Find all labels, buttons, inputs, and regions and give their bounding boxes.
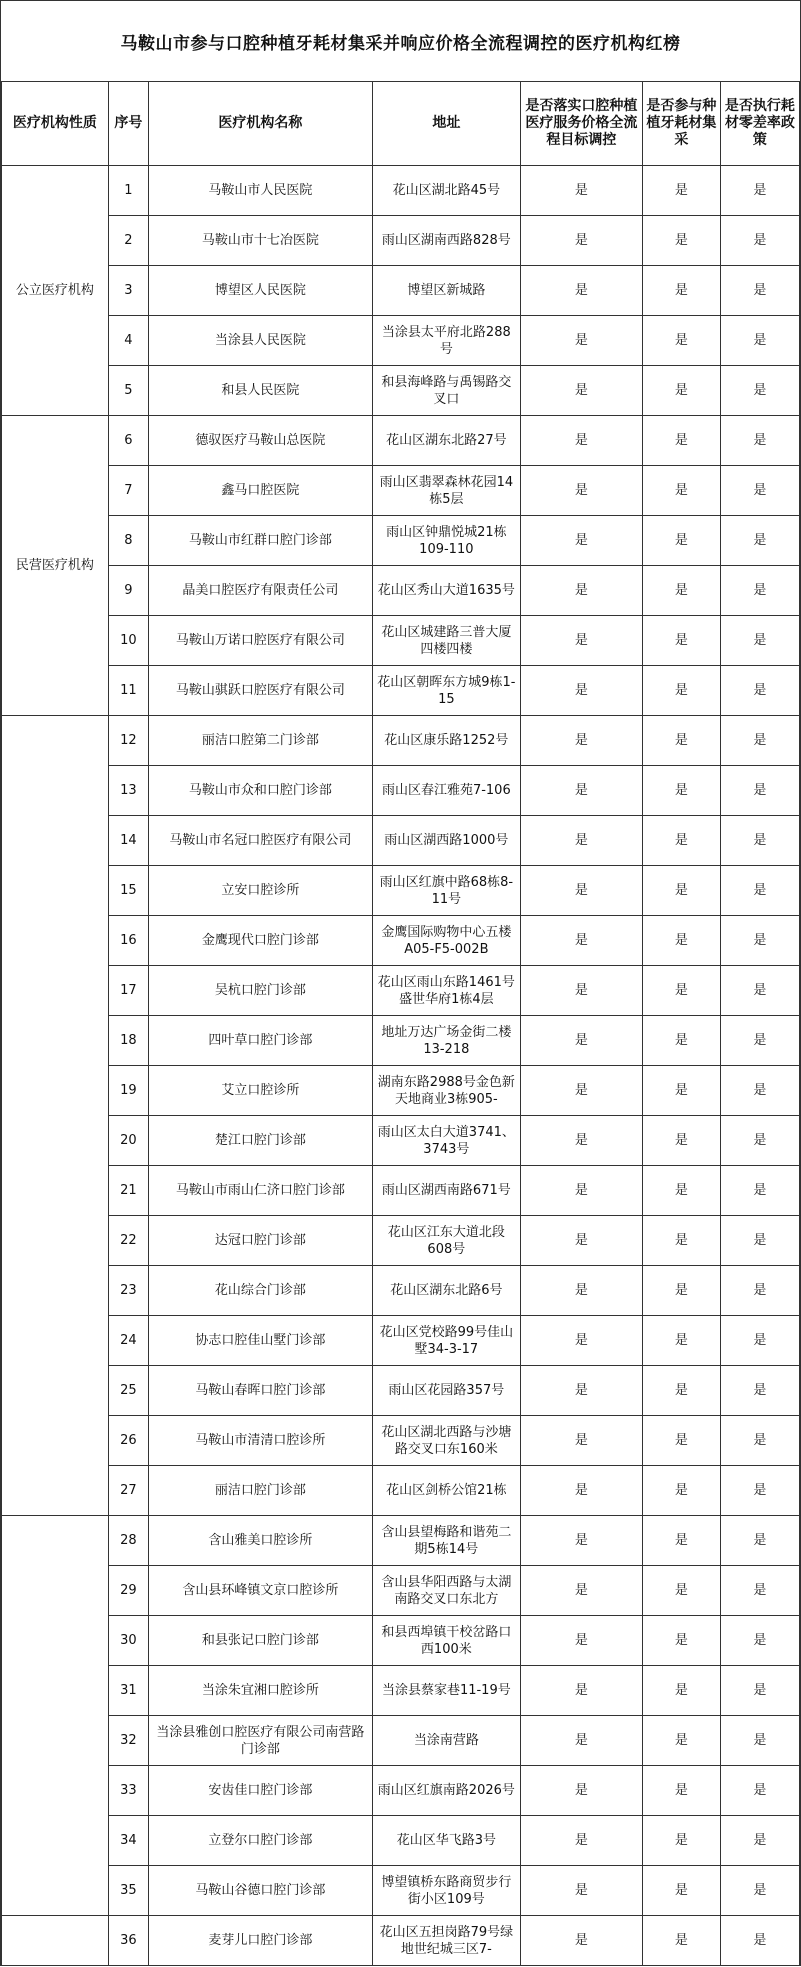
cell-address: 雨山区湖西南路671号 [372,1166,520,1216]
cell-address: 含山县华阳西路与太湖南路交叉口东北方 [372,1566,520,1616]
cell-address: 雨山区花园路357号 [372,1366,520,1416]
cell-address: 和县海峰路与禹锡路交叉口 [372,366,520,416]
cell-procurement: 是 [642,1516,720,1566]
cell-procurement: 是 [642,1116,720,1166]
cell-price-control: 是 [520,1516,642,1566]
cell-name: 花山综合门诊部 [149,1266,373,1316]
cell-zero-markup: 是 [720,1416,799,1466]
cell-price-control: 是 [520,1666,642,1716]
cell-address: 花山区华飞路3号 [372,1816,520,1866]
cell-no: 3 [108,266,148,316]
cell-price-control: 是 [520,216,642,266]
table-row [2,966,800,1016]
table-row [2,216,800,266]
table-row [2,1416,800,1466]
cell-address: 湖南东路2988号金色新天地商业3栋905- [372,1066,520,1116]
cell-zero-markup: 是 [720,1816,799,1866]
cell-procurement: 是 [642,616,720,666]
cell-name: 马鞍山市清清口腔诊所 [149,1416,373,1466]
cell-address: 当涂南营路 [372,1716,520,1766]
cell-zero-markup: 是 [720,216,799,266]
cell-name: 马鞍山市红群口腔门诊部 [149,516,373,566]
table-row [2,1466,800,1516]
cell-no: 2 [108,216,148,266]
header-no: 序号 [108,82,148,166]
cell-name: 协志口腔佳山墅门诊部 [149,1316,373,1366]
table-row [2,516,800,566]
cell-name: 艾立口腔诊所 [149,1066,373,1116]
cell-zero-markup: 是 [720,1566,799,1616]
cell-procurement: 是 [642,266,720,316]
cell-no: 17 [108,966,148,1016]
cell-price-control: 是 [520,316,642,366]
cell-procurement: 是 [642,1316,720,1366]
cell-address: 雨山区湖南西路828号 [372,216,520,266]
cell-zero-markup: 是 [720,766,799,816]
cell-name: 和县人民医院 [149,366,373,416]
cell-name: 马鞍山骐跃口腔医疗有限公司 [149,666,373,716]
cell-address: 雨山区太白大道3741、3743号 [372,1116,520,1166]
cell-price-control: 是 [520,1816,642,1866]
table-row [2,366,800,416]
cell-price-control: 是 [520,1766,642,1816]
cell-name: 和县张记口腔门诊部 [149,1616,373,1666]
table-row [2,716,800,766]
cell-zero-markup: 是 [720,1016,799,1066]
cell-procurement: 是 [642,916,720,966]
cell-name: 金鹰现代口腔门诊部 [149,916,373,966]
cell-no: 34 [108,1816,148,1866]
cell-price-control: 是 [520,1116,642,1166]
cell-zero-markup: 是 [720,366,799,416]
table-row [2,566,800,616]
cell-zero-markup: 是 [720,1266,799,1316]
cell-zero-markup: 是 [720,1366,799,1416]
cell-name: 立登尔口腔门诊部 [149,1816,373,1866]
header-name: 医疗机构名称 [149,82,373,166]
cell-price-control: 是 [520,1166,642,1216]
cell-address: 花山区秀山大道1635号 [372,566,520,616]
cell-address: 花山区湖东北路27号 [372,416,520,466]
cell-zero-markup: 是 [720,666,799,716]
cell-zero-markup: 是 [720,566,799,616]
cell-zero-markup: 是 [720,716,799,766]
cell-no: 4 [108,316,148,366]
cell-procurement: 是 [642,1416,720,1466]
table-row [2,1916,800,1966]
cell-zero-markup: 是 [720,1716,799,1766]
cell-price-control: 是 [520,1916,642,1966]
cell-zero-markup: 是 [720,1666,799,1716]
cell-name: 立安口腔诊所 [149,866,373,916]
cell-address: 雨山区红旗南路2026号 [372,1766,520,1816]
cell-procurement: 是 [642,1216,720,1266]
cell-zero-markup: 是 [720,416,799,466]
cell-price-control: 是 [520,416,642,466]
cell-no: 27 [108,1466,148,1516]
cell-price-control: 是 [520,1466,642,1516]
cell-procurement: 是 [642,866,720,916]
cell-address: 花山区湖北西路与沙塘路交叉口东160米 [372,1416,520,1466]
cell-no: 23 [108,1266,148,1316]
cell-price-control: 是 [520,466,642,516]
cell-address: 当涂县蔡家巷11-19号 [372,1666,520,1716]
cell-address: 和县西埠镇干校岔路口西100米 [372,1616,520,1666]
table-row [2,1716,800,1766]
cell-price-control: 是 [520,916,642,966]
category-cell [2,1916,109,1966]
cell-no: 12 [108,716,148,766]
cell-price-control: 是 [520,1016,642,1066]
cell-zero-markup: 是 [720,1866,799,1916]
header-procurement: 是否参与种植牙耗材集采 [642,82,720,166]
cell-procurement: 是 [642,1816,720,1866]
cell-name: 含山县环峰镇文京口腔诊所 [149,1566,373,1616]
cell-price-control: 是 [520,166,642,216]
cell-price-control: 是 [520,866,642,916]
table-row [2,1866,800,1916]
cell-procurement: 是 [642,1716,720,1766]
table-row [2,1366,800,1416]
cell-no: 11 [108,666,148,716]
cell-zero-markup: 是 [720,266,799,316]
cell-procurement: 是 [642,1866,720,1916]
cell-price-control: 是 [520,1266,642,1316]
cell-zero-markup: 是 [720,466,799,516]
cell-no: 21 [108,1166,148,1216]
cell-zero-markup: 是 [720,816,799,866]
category-cell: 公立医疗机构 [2,166,109,416]
cell-address: 博望区新城路 [372,266,520,316]
table-row [2,916,800,966]
cell-name: 当涂县雅创口腔医疗有限公司南营路门诊部 [149,1716,373,1766]
cell-no: 26 [108,1416,148,1466]
cell-no: 25 [108,1366,148,1416]
cell-no: 8 [108,516,148,566]
table-row [2,1266,800,1316]
cell-no: 6 [108,416,148,466]
cell-price-control: 是 [520,616,642,666]
cell-zero-markup: 是 [720,616,799,666]
cell-address: 博望镇桥东路商贸步行街小区109号 [372,1866,520,1916]
table-row [2,1616,800,1666]
cell-zero-markup: 是 [720,966,799,1016]
cell-address: 花山区党校路99号佳山墅34-3-17 [372,1316,520,1366]
cell-procurement: 是 [642,216,720,266]
cell-procurement: 是 [642,716,720,766]
cell-address: 金鹰国际购物中心五楼A05-F5-002B [372,916,520,966]
cell-name: 马鞍山春晖口腔门诊部 [149,1366,373,1416]
cell-procurement: 是 [642,1566,720,1616]
cell-address: 花山区湖北路45号 [372,166,520,216]
cell-name: 达冠口腔门诊部 [149,1216,373,1266]
cell-price-control: 是 [520,1316,642,1366]
cell-name: 马鞍山市众和口腔门诊部 [149,766,373,816]
cell-address: 花山区城建路三普大厦四楼四楼 [372,616,520,666]
cell-procurement: 是 [642,1466,720,1516]
cell-zero-markup: 是 [720,1116,799,1166]
cell-name: 麦芽儿口腔门诊部 [149,1916,373,1966]
cell-address: 雨山区春江雅苑7-106 [372,766,520,816]
cell-name: 安齿佳口腔门诊部 [149,1766,373,1816]
cell-no: 15 [108,866,148,916]
cell-zero-markup: 是 [720,1166,799,1216]
cell-procurement: 是 [642,1616,720,1666]
cell-zero-markup: 是 [720,316,799,366]
cell-price-control: 是 [520,1216,642,1266]
cell-address: 花山区朝晖东方城9栋1-15 [372,666,520,716]
table-row [2,616,800,666]
cell-no: 28 [108,1516,148,1566]
cell-zero-markup: 是 [720,1916,799,1966]
cell-no: 19 [108,1066,148,1116]
cell-name: 丽洁口腔第二门诊部 [149,716,373,766]
cell-name: 马鞍山市十七冶医院 [149,216,373,266]
cell-address: 雨山区湖西路1000号 [372,816,520,866]
cell-price-control: 是 [520,966,642,1016]
cell-price-control: 是 [520,566,642,616]
cell-name: 德驭医疗马鞍山总医院 [149,416,373,466]
table-row [2,666,800,716]
cell-name: 马鞍山谷德口腔门诊部 [149,1866,373,1916]
cell-procurement: 是 [642,966,720,1016]
cell-procurement: 是 [642,1016,720,1066]
cell-procurement: 是 [642,1366,720,1416]
cell-procurement: 是 [642,766,720,816]
table-row [2,1166,800,1216]
table-row [2,166,800,216]
cell-procurement: 是 [642,1766,720,1816]
cell-procurement: 是 [642,366,720,416]
cell-procurement: 是 [642,1066,720,1116]
cell-no: 16 [108,916,148,966]
table-row [2,466,800,516]
cell-address: 花山区五担岗路79号绿地世纪城三区7- [372,1916,520,1966]
cell-no: 1 [108,166,148,216]
cell-name: 鑫马口腔医院 [149,466,373,516]
cell-name: 晶美口腔医疗有限责任公司 [149,566,373,616]
cell-address: 花山区雨山东路1461号盛世华府1栋4层 [372,966,520,1016]
cell-procurement: 是 [642,1166,720,1216]
cell-procurement: 是 [642,566,720,616]
cell-zero-markup: 是 [720,166,799,216]
table-row [2,1216,800,1266]
cell-no: 20 [108,1116,148,1166]
cell-procurement: 是 [642,816,720,866]
cell-price-control: 是 [520,1566,642,1616]
cell-procurement: 是 [642,416,720,466]
header-address: 地址 [372,82,520,166]
cell-no: 13 [108,766,148,816]
cell-zero-markup: 是 [720,916,799,966]
cell-name: 吴杭口腔门诊部 [149,966,373,1016]
cell-name: 马鞍山市名冠口腔医疗有限公司 [149,816,373,866]
cell-no: 5 [108,366,148,416]
cell-price-control: 是 [520,366,642,416]
cell-no: 30 [108,1616,148,1666]
table-row [2,1816,800,1866]
cell-price-control: 是 [520,816,642,866]
cell-no: 32 [108,1716,148,1766]
cell-procurement: 是 [642,1666,720,1716]
cell-zero-markup: 是 [720,1316,799,1366]
cell-zero-markup: 是 [720,516,799,566]
cell-no: 10 [108,616,148,666]
cell-no: 36 [108,1916,148,1966]
cell-address: 含山县望梅路和谐苑二期5栋14号 [372,1516,520,1566]
table-row [2,1516,800,1566]
page-title: 马鞍山市参与口腔种植牙耗材集采并响应价格全流程调控的医疗机构红榜 [1,0,800,81]
category-cell [2,716,109,1516]
cell-name: 四叶草口腔门诊部 [149,1016,373,1066]
cell-price-control: 是 [520,1616,642,1666]
cell-no: 22 [108,1216,148,1266]
table-row [2,866,800,916]
cell-procurement: 是 [642,466,720,516]
table-row [2,1316,800,1366]
table-row [2,1116,800,1166]
table-row [2,266,800,316]
cell-address: 花山区江东大道北段608号 [372,1216,520,1266]
cell-name: 马鞍山市雨山仁济口腔门诊部 [149,1166,373,1216]
cell-name: 博望区人民医院 [149,266,373,316]
cell-no: 33 [108,1766,148,1816]
cell-address: 地址万达广场金街二楼13-218 [372,1016,520,1066]
cell-price-control: 是 [520,716,642,766]
cell-price-control: 是 [520,266,642,316]
hospital-table [1,81,800,1966]
cell-address: 当涂县太平府北路288号 [372,316,520,366]
cell-no: 18 [108,1016,148,1066]
cell-name: 马鞍山万诺口腔医疗有限公司 [149,616,373,666]
table-row [2,1016,800,1066]
cell-procurement: 是 [642,1266,720,1316]
cell-zero-markup: 是 [720,1516,799,1566]
cell-name: 当涂县人民医院 [149,316,373,366]
category-cell [2,1516,109,1916]
cell-price-control: 是 [520,1866,642,1916]
cell-procurement: 是 [642,516,720,566]
cell-zero-markup: 是 [720,1216,799,1266]
cell-procurement: 是 [642,1916,720,1966]
cell-procurement: 是 [642,166,720,216]
cell-address: 花山区湖东北路6号 [372,1266,520,1316]
table-row [2,766,800,816]
cell-no: 29 [108,1566,148,1616]
cell-price-control: 是 [520,1366,642,1416]
cell-address: 雨山区钟鼎悦城21栋109-110 [372,516,520,566]
table-row [2,816,800,866]
cell-price-control: 是 [520,1416,642,1466]
header-zero-markup: 是否执行耗材零差率政策 [720,82,799,166]
cell-name: 含山雅美口腔诊所 [149,1516,373,1566]
cell-no: 31 [108,1666,148,1716]
cell-name: 当涂朱宜湘口腔诊所 [149,1666,373,1716]
table-row [2,1066,800,1116]
cell-no: 7 [108,466,148,516]
cell-address: 雨山区红旗中路68栋8-11号 [372,866,520,916]
table-header-row [2,82,800,166]
table-row [2,316,800,366]
cell-address: 花山区剑桥公馆21栋 [372,1466,520,1516]
cell-zero-markup: 是 [720,866,799,916]
cell-zero-markup: 是 [720,1066,799,1116]
cell-procurement: 是 [642,666,720,716]
cell-zero-markup: 是 [720,1616,799,1666]
cell-price-control: 是 [520,766,642,816]
table-row [2,1566,800,1616]
cell-price-control: 是 [520,516,642,566]
header-nature: 医疗机构性质 [2,82,109,166]
cell-no: 24 [108,1316,148,1366]
cell-no: 9 [108,566,148,616]
table-body [2,166,800,1966]
header-price-control: 是否落实口腔种植医疗服务价格全流程目标调控 [520,82,642,166]
cell-address: 雨山区翡翠森林花园14栋5层 [372,466,520,516]
table-row [2,416,800,466]
cell-price-control: 是 [520,666,642,716]
cell-procurement: 是 [642,316,720,366]
category-cell: 民营医疗机构 [2,416,109,716]
cell-name: 丽洁口腔门诊部 [149,1466,373,1516]
cell-name: 马鞍山市人民医院 [149,166,373,216]
cell-zero-markup: 是 [720,1466,799,1516]
cell-no: 35 [108,1866,148,1916]
cell-no: 14 [108,816,148,866]
cell-name: 楚江口腔门诊部 [149,1116,373,1166]
cell-price-control: 是 [520,1716,642,1766]
cell-price-control: 是 [520,1066,642,1116]
cell-zero-markup: 是 [720,1766,799,1816]
cell-address: 花山区康乐路1252号 [372,716,520,766]
table-row [2,1766,800,1816]
table-row [2,1666,800,1716]
